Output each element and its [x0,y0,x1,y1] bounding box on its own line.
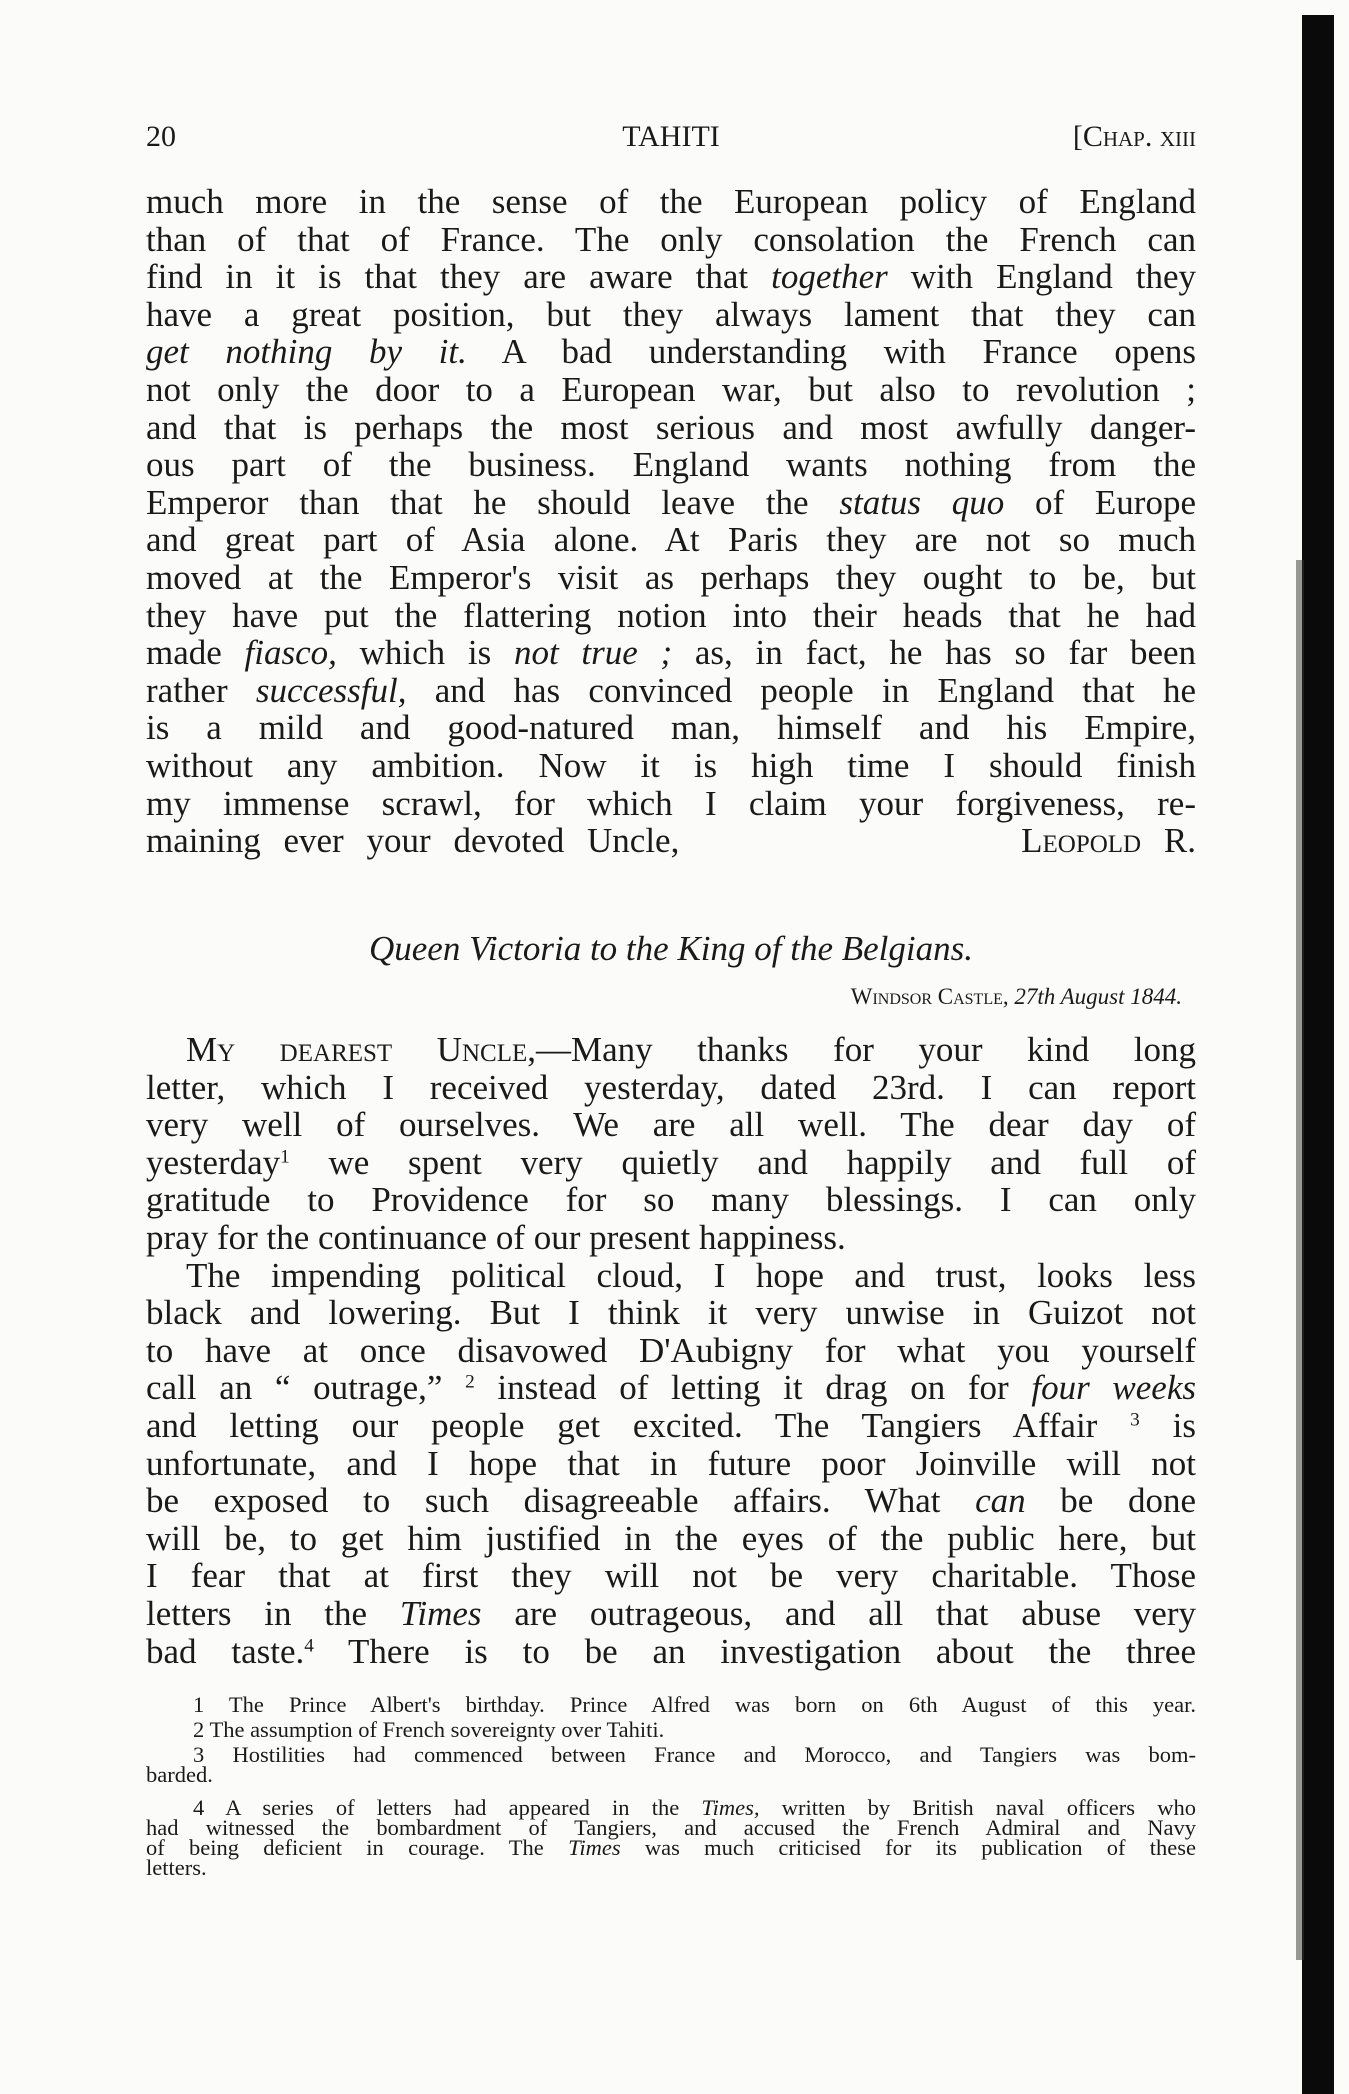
text-run: maining ever your devoted Uncle, [146,821,680,861]
text-line [146,822,1196,860]
letter-dateline [146,984,1182,1010]
text-line [146,1106,1196,1144]
text-run: find in it is that they are aware that [146,257,772,297]
text-run: get nothing by it. [146,332,467,372]
footnote-marker[interactable]: 4 [304,1635,314,1657]
text-line [186,1031,1196,1069]
letter-title: Queen Victoria to the King of the Belgians. [369,929,973,968]
text-line [146,1482,1196,1520]
text-run: There is to be an investigation about the three [313,1631,1196,1671]
text-run: letters. [146,1855,207,1880]
text-run: had witnessed the bombardment of Tangiers, and accused the French Admiral and Navy [146,1815,1196,1840]
text-run: was much criticised for its publication of these [620,1835,1197,1860]
text-run [679,821,1021,860]
text-run: ous part of the business. England wants nothing from the [146,445,1196,485]
text-run: pray for the continuance of our present happiness. [146,1218,846,1257]
text-run: gratitude to Providence for so many blessings. I can only [146,1180,1196,1220]
text-run: and great part of Asia alone. At Paris they are not so much [146,520,1196,560]
text-line [146,446,1196,484]
text-run: My dearest Uncle, [186,1030,536,1069]
text-run: we spent very quietly and happily and full of [289,1142,1196,1182]
footnote-line [146,1837,1196,1859]
text-run: Times, [701,1795,760,1820]
footnote-marker[interactable]: 3 [1130,1409,1140,1431]
text-run: yesterday [146,1142,281,1182]
text-run: rather [146,670,256,710]
text-line [146,634,1196,672]
page-number: 20 [146,120,176,153]
text-run: and letting our people get excited. The Tangiers Affair [146,1406,1131,1445]
footnote-marker[interactable]: 1 [280,1146,290,1168]
text-run: will be, to get him justified in the eyes of the public here, but [146,1518,1196,1558]
text-run: instead of letting it drag on for [474,1368,1032,1408]
footnote-line [193,1744,1196,1766]
text-run: bad taste. [146,1631,305,1671]
text-run: four weeks [1031,1368,1196,1408]
text-line [146,1633,1196,1671]
text-run: not true ; [513,633,673,673]
text-run: fiasco, [244,633,337,673]
text-run: which is [336,633,514,673]
text-run: made [146,633,245,673]
text-line [146,747,1196,785]
footnote-line [146,1857,1196,1879]
text-run: my immense scrawl, for which I claim your forgiveness, re- [146,783,1196,823]
text-run: —Many thanks for your kind long [536,1030,1196,1069]
text-run: The impending political cloud, I hope and trust, looks less [186,1255,1196,1295]
text-run: status quo [839,482,1005,522]
text-line [146,597,1196,635]
footnote-line [193,1719,1196,1741]
text-run: 3 Hostilities had commenced between France and Morocco, and Tangiers was bom- [193,1742,1196,1767]
text-line [146,709,1196,747]
text-line [146,183,1196,221]
text-line [146,521,1196,559]
text-line [146,1069,1196,1107]
running-title: TAHITI [622,120,720,153]
text-run: successful, [255,670,407,710]
text-line [146,484,1196,522]
text-run: Times [399,1594,482,1633]
text-line [146,1557,1196,1595]
text-run: are outrageous, and all that abuse very [481,1594,1196,1633]
text-line [146,1595,1196,1633]
text-run: unfortunate, and I hope that in future poor Joinville will not [146,1443,1196,1483]
text-line [146,258,1196,296]
text-run: have a great position, but they always lament that they can [146,294,1196,334]
text-run: much more in the sense of the European policy of England [146,182,1196,221]
text-run: and has convinced people in England that he [406,670,1196,710]
text-line [146,1369,1196,1407]
letter-date: 27th August 1844. [1014,984,1182,1009]
text-line [146,1520,1196,1558]
text-run: is a mild and good-natured man, himself and his Empire, [146,708,1196,748]
text-line [146,1332,1196,1370]
scan-binding-edge [1302,15,1334,2094]
text-run: letters in the [146,1594,400,1633]
text-run: Leopold R. [1021,821,1196,861]
text-run: letter, which I received yesterday, dated 23rd. I can report [146,1067,1196,1107]
text-run: Emperor than that he should leave the [146,482,840,522]
text-line [146,221,1196,259]
text-run: call an “ outrage,” [146,1368,466,1408]
text-run: be done [1025,1481,1196,1521]
text-run: Times [568,1835,621,1860]
footnote-line [146,1764,1196,1786]
text-run: I fear that at first they will not be very charitable. Those [146,1556,1196,1596]
text-run: as, in fact, he has so far been [672,633,1197,673]
text-line [186,1257,1196,1295]
text-run: together [771,257,888,297]
text-line [146,296,1196,334]
text-line [146,785,1196,823]
text-line [146,371,1196,409]
text-run: is [1139,1406,1196,1445]
text-run: black and lowering. But I think it very unwise in Guizot not [146,1293,1196,1333]
text-line [146,1144,1196,1182]
text-run: A bad understanding with France opens [466,332,1196,372]
text-line [146,1219,1196,1257]
footnote-marker[interactable]: 2 [465,1371,475,1393]
text-run: of being deficient in courage. The [146,1835,569,1860]
text-run: be exposed to such disagreeable affairs. What [146,1481,976,1521]
chapter-label: [Chap. xiii [1072,120,1196,153]
text-run: very well of ourselves. We are all well. The dear day of [146,1105,1196,1145]
text-run: barded. [146,1762,213,1787]
text-line [146,1445,1196,1483]
text-line [146,333,1196,371]
text-run: to have at once disavowed D'Aubigny for what you yourself [146,1330,1196,1370]
scan-shadow [1296,560,1304,1960]
text-run: can [975,1481,1026,1521]
text-line [146,1407,1196,1445]
text-run: without any ambition. Now it is high time I should finish [146,746,1196,785]
footnote-line [193,1694,1196,1716]
text-line [146,559,1196,597]
text-run: written by British naval officers who [759,1795,1196,1820]
text-run: of Europe [1004,482,1196,522]
text-line [146,409,1196,447]
text-run: 4 A series of letters had appeared in the [193,1795,702,1820]
text-run: 1 The Prince Albert's birthday. Prince Alfred was born on 6th August of this year. [193,1692,1196,1717]
text-run: 2 The assumption of French sovereignty over Tahiti. [193,1717,665,1742]
text-run: moved at the Emperor's visit as perhaps they ought to be, but [146,558,1196,597]
text-run: with England they [887,257,1196,297]
letter-place: Windsor Castle, [850,984,1009,1009]
text-run: not only the door to a European war, but also to revolution ; [146,370,1196,409]
text-line [146,672,1196,710]
text-run: they have put the flattering notion into their heads that he had [146,595,1196,635]
text-run: and that is perhaps the most serious and most awfully danger- [146,407,1196,447]
text-line [146,1294,1196,1332]
text-line [146,1181,1196,1219]
text-run: than of that of France. The only consolation the French can [146,219,1196,259]
